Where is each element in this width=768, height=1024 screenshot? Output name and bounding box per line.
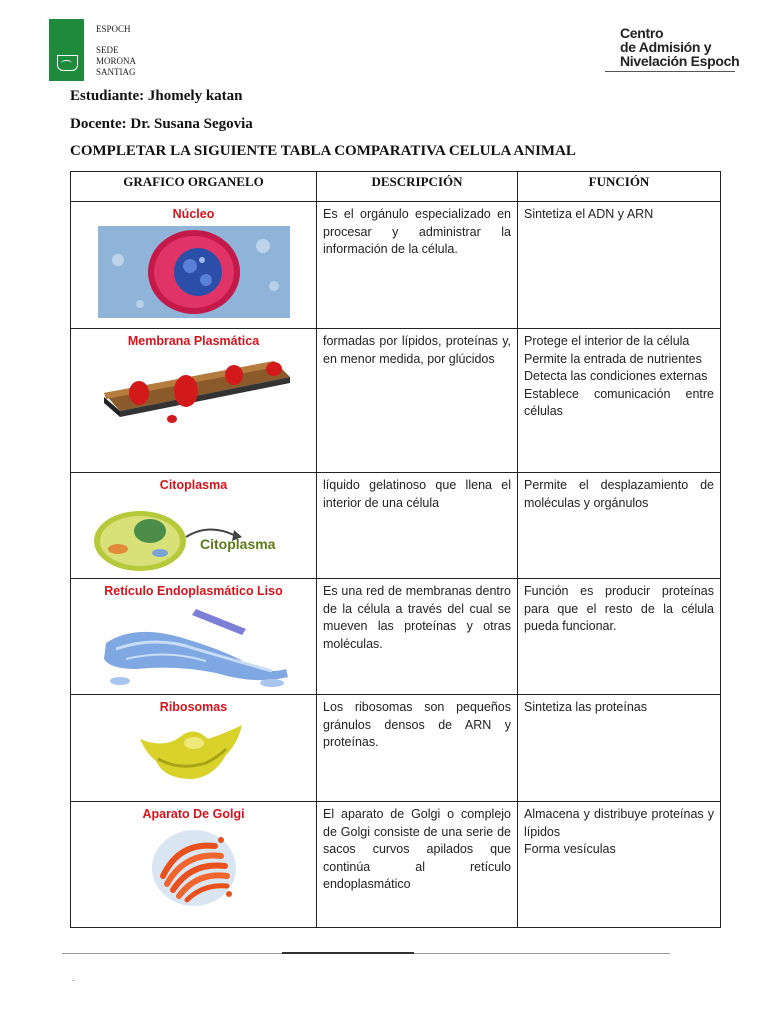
institution-campus: SEDE MORONA SANTIAG	[96, 45, 137, 77]
institution-name: ESPOCH	[96, 24, 131, 34]
nucleus-illustration	[98, 226, 290, 318]
teacher-line: Docente: Dr. Susana Segovia	[70, 116, 253, 132]
header-descripcion: DESCRIPCIÓN	[317, 172, 518, 202]
table-row	[71, 329, 721, 473]
description-cell: líquido gelatinoso que llena el interior de una célula	[317, 473, 518, 579]
table-header-row	[71, 172, 721, 202]
description-cell: Los ribosomas son pequeños gránulos densos de ARN y proteínas.	[317, 695, 518, 802]
membrane-illustration	[94, 353, 294, 425]
function-cell: Sintetiza las proteínas	[518, 695, 721, 802]
function-cell: Permite el desplazamiento de moléculas y orgánulos	[518, 473, 721, 579]
task-title: COMPLETAR LA SIGUIENTE TABLA COMPARATIVA CELULA ANIMAL	[70, 143, 576, 159]
function-cell: Almacena y distribuye proteínas y lípidos Forma vesículas	[518, 802, 721, 928]
table-row	[71, 579, 721, 695]
centro-admision-logo: Centro de Admisión y Nivelación Espoch	[620, 25, 740, 69]
organelle-cell	[71, 695, 317, 802]
table-row	[71, 802, 721, 928]
organelle-cell	[71, 329, 317, 473]
espoch-emblem-icon	[57, 55, 78, 71]
footer-mark: .	[72, 973, 75, 983]
organelle-name: Citoplasma	[159, 478, 228, 492]
ribosome-illustration	[134, 719, 254, 785]
function-cell: Protege el interior de la célula Permite la entrada de nutrientes Detecta las condiciones externas Establece comunicación entre células	[518, 329, 721, 473]
comparison-table	[70, 171, 721, 928]
description-cell: Es una red de membranas dentro de la célula a través del cual se mueven las proteínas y otras moléculas.	[317, 579, 518, 695]
header-funcion: FUNCIÓN	[518, 172, 721, 202]
header-grafico: GRAFICO ORGANELO	[71, 172, 317, 202]
table-row	[71, 473, 721, 579]
organelle-cell	[71, 473, 317, 579]
organelle-cell	[71, 802, 317, 928]
cytoplasm-image-label: Citoplasma	[199, 535, 275, 552]
footer-dash	[282, 952, 414, 954]
function-cell: Sintetiza el ADN y ARN	[518, 202, 721, 329]
organelle-cell	[71, 202, 317, 329]
function-cell: Función es producir proteínas para que el resto de la célula pueda funcionar.	[518, 579, 721, 695]
organelle-name: Aparato De Golgi	[142, 807, 245, 821]
organelle-cell	[71, 579, 317, 695]
student-line: Estudiante: Jhomely katan	[70, 88, 243, 104]
organelle-name: Ribosomas	[159, 700, 228, 714]
golgi-illustration	[149, 826, 239, 908]
description-cell: Es el orgánulo especializado en procesar y administrar la información de la célula.	[317, 202, 518, 329]
cytoplasm-illustration	[88, 497, 300, 575]
reticulum-illustration	[96, 603, 292, 689]
description-cell: formadas por lípidos, proteínas y, en menor medida, por glúcidos	[317, 329, 518, 473]
centro-underline	[605, 71, 735, 72]
organelle-name: Membrana Plasmática	[127, 334, 260, 348]
espoch-logo	[49, 19, 84, 81]
description-cell: El aparato de Golgi o complejo de Golgi consiste de una serie de sacos curvos apilados que continúa al retículo endoplasmático	[317, 802, 518, 928]
table-row	[71, 202, 721, 329]
table-row	[71, 695, 721, 802]
organelle-name: Retículo Endoplasmático Liso	[104, 584, 283, 598]
organelle-name: Núcleo	[172, 207, 215, 221]
